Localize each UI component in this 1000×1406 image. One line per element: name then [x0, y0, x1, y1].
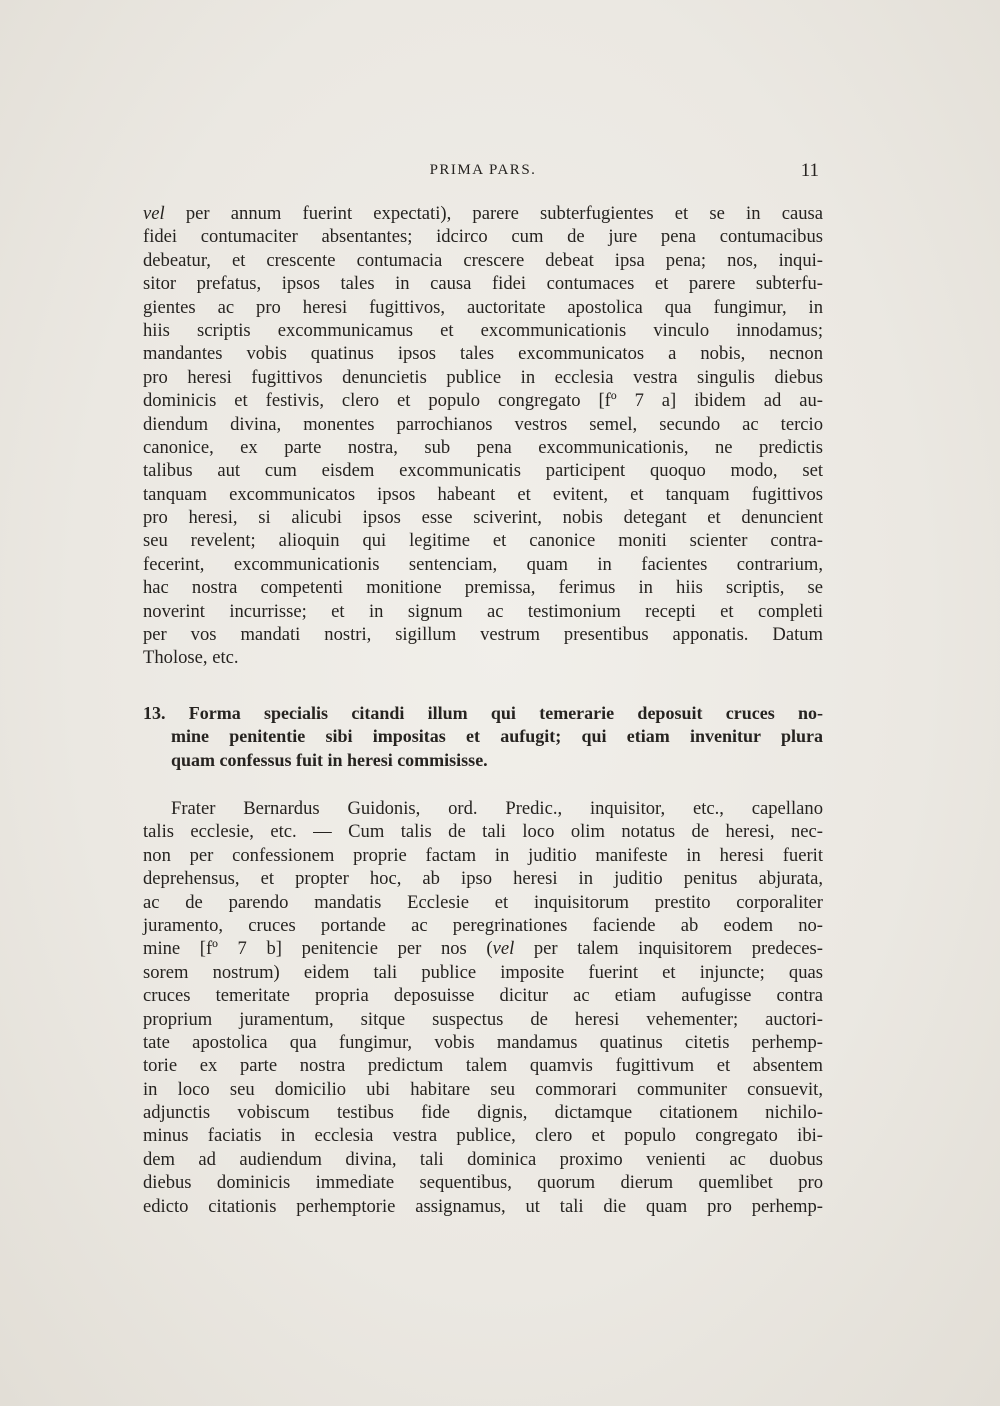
text-line: diebus dominicis immediate sequentibus, quorum dierum quemlibet pro — [143, 1172, 823, 1194]
text-line: non per confessionem proprie factam in juditio manifeste in heresi fuerit — [143, 844, 823, 866]
text-line: dominicis et festivis, clero et populo congregato [fº 7 a] ibidem ad au- — [143, 390, 823, 412]
text-line: fecerint, excommunicationis sentenciam, quam in facientes contrarium, — [143, 553, 823, 575]
text-line: cruces temeritate propria deposuisse dicitur ac etiam aufugisse contra — [143, 985, 823, 1007]
text-line: juramento, cruces portande ac peregrinationes faciende ab eodem no- — [143, 914, 823, 936]
paragraph-1 — [143, 202, 823, 670]
text-line: gientes ac pro heresi fugittivos, auctoritate apostolica qua fungimur, in — [143, 296, 823, 318]
text-line: seu revelent; alioquin qui legitime et canonice moniti scienter contra- — [143, 530, 823, 552]
text-line: sorem nostrum) eidem tali publice imposite fuerint et injuncte; quas — [143, 961, 823, 983]
running-head — [143, 160, 823, 184]
text-line: dem ad audiendum divina, tali dominica proximo venienti ac duobus — [143, 1148, 823, 1170]
text-line: Tholose, etc. — [143, 647, 239, 669]
running-title: PRIMA PARS. — [429, 162, 537, 178]
text-line: adjunctis vobiscum testibus fide dignis, dictamque citationem nichilo- — [143, 1102, 823, 1124]
text-line: noverint incurrisse; et in signum ac testimonium recepti et completi — [143, 600, 823, 622]
section-heading-13 — [143, 702, 823, 772]
text-line: per vos mandati nostri, sigillum vestrum presentibus apponatis. Datum — [143, 624, 823, 646]
text-line: hiis scriptis excommunicamus et excommunicationis vinculo innodamus; — [143, 319, 823, 341]
text-line: canonice, ex parte nostra, sub pena excommunicationis, ne predictis — [143, 436, 823, 458]
heading-line: mine penitentie sibi impositas et aufugit; qui etiam invenitur plura — [171, 726, 823, 747]
text-line: tanquam excommunicatos ipsos habeant et evitent, et tanquam fugittivos — [143, 483, 823, 505]
text-line: diendum divina, monentes parrochianos vestros semel, secundo ac tercio — [143, 413, 823, 435]
text-line: fidei contumaciter absentantes; idcirco cum de jure pena contumacibus — [143, 226, 823, 248]
text-line: pro heresi, si alicubi ipsos esse sciverint, nobis detegant et denuncient — [143, 507, 823, 529]
text-line: proprium juramentum, sitque suspectus de heresi vehementer; auctori- — [143, 1008, 823, 1030]
text-line: minus faciatis in ecclesia vestra publice, clero et populo congregato ibi- — [143, 1125, 823, 1147]
text-line: hac nostra competenti monitione premissa, ferimus in hiis scriptis, se — [143, 577, 823, 599]
text-line: tate apostolica qua fungimur, vobis mandamus quatinus citetis perhemp- — [143, 1031, 823, 1053]
text-line: Frater Bernardus Guidonis, ord. Predic., inquisitor, etc., capellano — [171, 798, 823, 819]
text-line: debeatur, et crescente contumacia crescere debeat ipsa pena; nos, inqui- — [143, 249, 823, 271]
text-line: talibus aut cum eisdem excommunicatis participent quoquo modo, set — [143, 460, 823, 482]
text-line: sitor prefatus, ipsos tales in causa fidei contumaces et parere subterfu- — [143, 273, 823, 295]
text-line: pro heresi fugittivos denuncietis publice in ecclesia vestra singulis diebus — [143, 366, 823, 388]
page-number: 11 — [800, 160, 819, 181]
text-line: deprehensus, et propter hoc, ab ipso heresi in juditio penitus abjurata, — [143, 868, 823, 890]
text-line: mandantes vobis quatinus ipsos tales excommunicatos a nobis, necnon — [143, 343, 823, 365]
text-line: torie ex parte nostra predictum talem quamvis fugittivum et absentem — [143, 1055, 823, 1077]
text-line: talis ecclesie, etc. — Cum talis de tali loco olim notatus de heresi, nec- — [143, 821, 823, 843]
text-line: vel per annum fuerint expectati), parere subterfugientes et se in causa — [143, 203, 823, 224]
heading-line: quam confessus fuit in heresi commisisse. — [171, 749, 488, 770]
text-line: mine [fº 7 b] penitencie per nos (vel per talem inquisitorem predeces- — [143, 938, 823, 960]
text-line: ac de parendo mandatis Ecclesie et inquisitorum prestito corporaliter — [143, 891, 823, 913]
text-line: edicto citationis perhemptorie assignamus, ut tali die quam pro perhemp- — [143, 1195, 823, 1217]
text-line: in loco seu domicilio ubi habitare seu commorari communiter consuevit, — [143, 1078, 823, 1100]
paragraph-2 — [143, 797, 823, 1218]
heading-line: 13. Forma specialis citandi illum qui temerarie deposuit cruces no- — [143, 703, 823, 723]
